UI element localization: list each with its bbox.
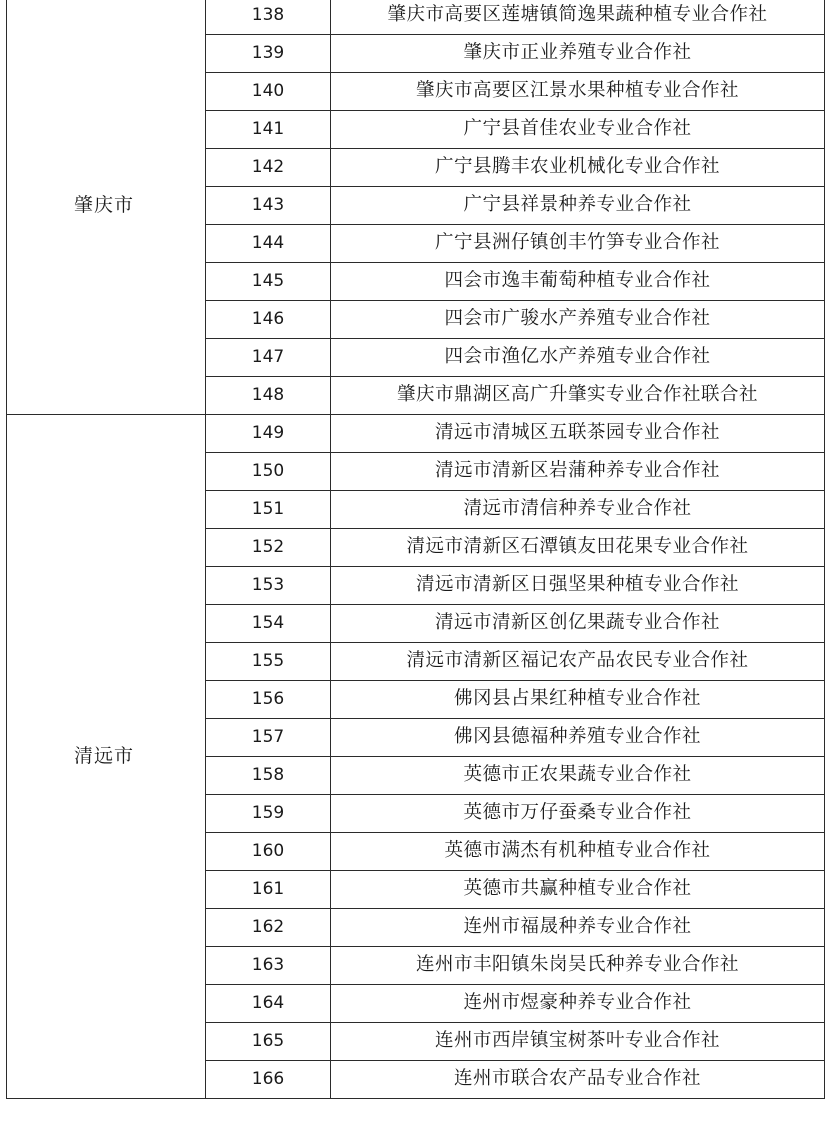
city-cell: 清远市 <box>7 415 206 1099</box>
cooperative-name-cell: 清远市清新区福记农产品农民专业合作社 <box>331 643 825 681</box>
cooperative-name-cell: 广宁县腾丰农业机械化专业合作社 <box>331 149 825 187</box>
cooperative-name-cell: 肇庆市高要区江景水果种植专业合作社 <box>331 73 825 111</box>
cooperative-name-cell: 清远市清新区日强坚果种植专业合作社 <box>331 567 825 605</box>
serial-number-cell: 150 <box>206 453 331 491</box>
serial-number-cell: 164 <box>206 985 331 1023</box>
serial-number-cell: 146 <box>206 301 331 339</box>
cooperative-name-cell: 连州市煜豪种养专业合作社 <box>331 985 825 1023</box>
serial-number-cell: 155 <box>206 643 331 681</box>
serial-number-cell: 162 <box>206 909 331 947</box>
serial-number-cell: 166 <box>206 1061 331 1099</box>
serial-number-cell: 142 <box>206 149 331 187</box>
cooperative-name-cell: 四会市广骏水产养殖专业合作社 <box>331 301 825 339</box>
cooperative-name-cell: 清远市清新区创亿果蔬专业合作社 <box>331 605 825 643</box>
cooperative-name-cell: 英德市共赢种植专业合作社 <box>331 871 825 909</box>
table-body <box>7 0 825 1099</box>
serial-number-cell: 156 <box>206 681 331 719</box>
cooperative-name-cell: 英德市万仔蚕桑专业合作社 <box>331 795 825 833</box>
cooperative-name-cell: 英德市满杰有机种植专业合作社 <box>331 833 825 871</box>
cooperative-name-cell: 佛冈县德福种养殖专业合作社 <box>331 719 825 757</box>
cooperative-name-cell: 连州市联合农产品专业合作社 <box>331 1061 825 1099</box>
serial-number-cell: 143 <box>206 187 331 225</box>
cooperative-name-cell: 连州市福晟种养专业合作社 <box>331 909 825 947</box>
city-cell: 肇庆市 <box>7 0 206 415</box>
serial-number-cell: 144 <box>206 225 331 263</box>
serial-number-cell: 157 <box>206 719 331 757</box>
cooperative-name-cell: 广宁县洲仔镇创丰竹笋专业合作社 <box>331 225 825 263</box>
cooperative-name-cell: 清远市清城区五联茶园专业合作社 <box>331 415 825 453</box>
table-row <box>7 0 825 35</box>
serial-number-cell: 147 <box>206 339 331 377</box>
cooperative-list-table <box>6 0 825 1099</box>
serial-number-cell: 139 <box>206 35 331 73</box>
serial-number-cell: 148 <box>206 377 331 415</box>
cooperative-name-cell: 肇庆市高要区莲塘镇简逸果蔬种植专业合作社 <box>331 0 825 35</box>
cooperative-name-cell: 清远市清新区岩蒲种养专业合作社 <box>331 453 825 491</box>
serial-number-cell: 140 <box>206 73 331 111</box>
cooperative-name-cell: 肇庆市正业养殖专业合作社 <box>331 35 825 73</box>
serial-number-cell: 158 <box>206 757 331 795</box>
table-row <box>7 415 825 453</box>
serial-number-cell: 165 <box>206 1023 331 1061</box>
serial-number-cell: 151 <box>206 491 331 529</box>
serial-number-cell: 153 <box>206 567 331 605</box>
cooperative-name-cell: 佛冈县占果红种植专业合作社 <box>331 681 825 719</box>
cooperative-name-cell: 四会市渔亿水产养殖专业合作社 <box>331 339 825 377</box>
cooperative-name-cell: 广宁县祥景种养专业合作社 <box>331 187 825 225</box>
serial-number-cell: 149 <box>206 415 331 453</box>
cooperative-name-cell: 清远市清信种养专业合作社 <box>331 491 825 529</box>
cooperative-name-cell: 连州市西岸镇宝树茶叶专业合作社 <box>331 1023 825 1061</box>
cooperative-name-cell: 肇庆市鼎湖区高广升肇实专业合作社联合社 <box>331 377 825 415</box>
cooperative-name-cell: 清远市清新区石潭镇友田花果专业合作社 <box>331 529 825 567</box>
cooperative-name-cell: 四会市逸丰葡萄种植专业合作社 <box>331 263 825 301</box>
serial-number-cell: 154 <box>206 605 331 643</box>
serial-number-cell: 145 <box>206 263 331 301</box>
serial-number-cell: 161 <box>206 871 331 909</box>
serial-number-cell: 159 <box>206 795 331 833</box>
serial-number-cell: 160 <box>206 833 331 871</box>
cooperative-name-cell: 连州市丰阳镇朱岗吴氏种养专业合作社 <box>331 947 825 985</box>
serial-number-cell: 152 <box>206 529 331 567</box>
cooperative-name-cell: 英德市正农果蔬专业合作社 <box>331 757 825 795</box>
serial-number-cell: 163 <box>206 947 331 985</box>
cooperative-name-cell: 广宁县首佳农业专业合作社 <box>331 111 825 149</box>
serial-number-cell: 141 <box>206 111 331 149</box>
serial-number-cell: 138 <box>206 0 331 35</box>
